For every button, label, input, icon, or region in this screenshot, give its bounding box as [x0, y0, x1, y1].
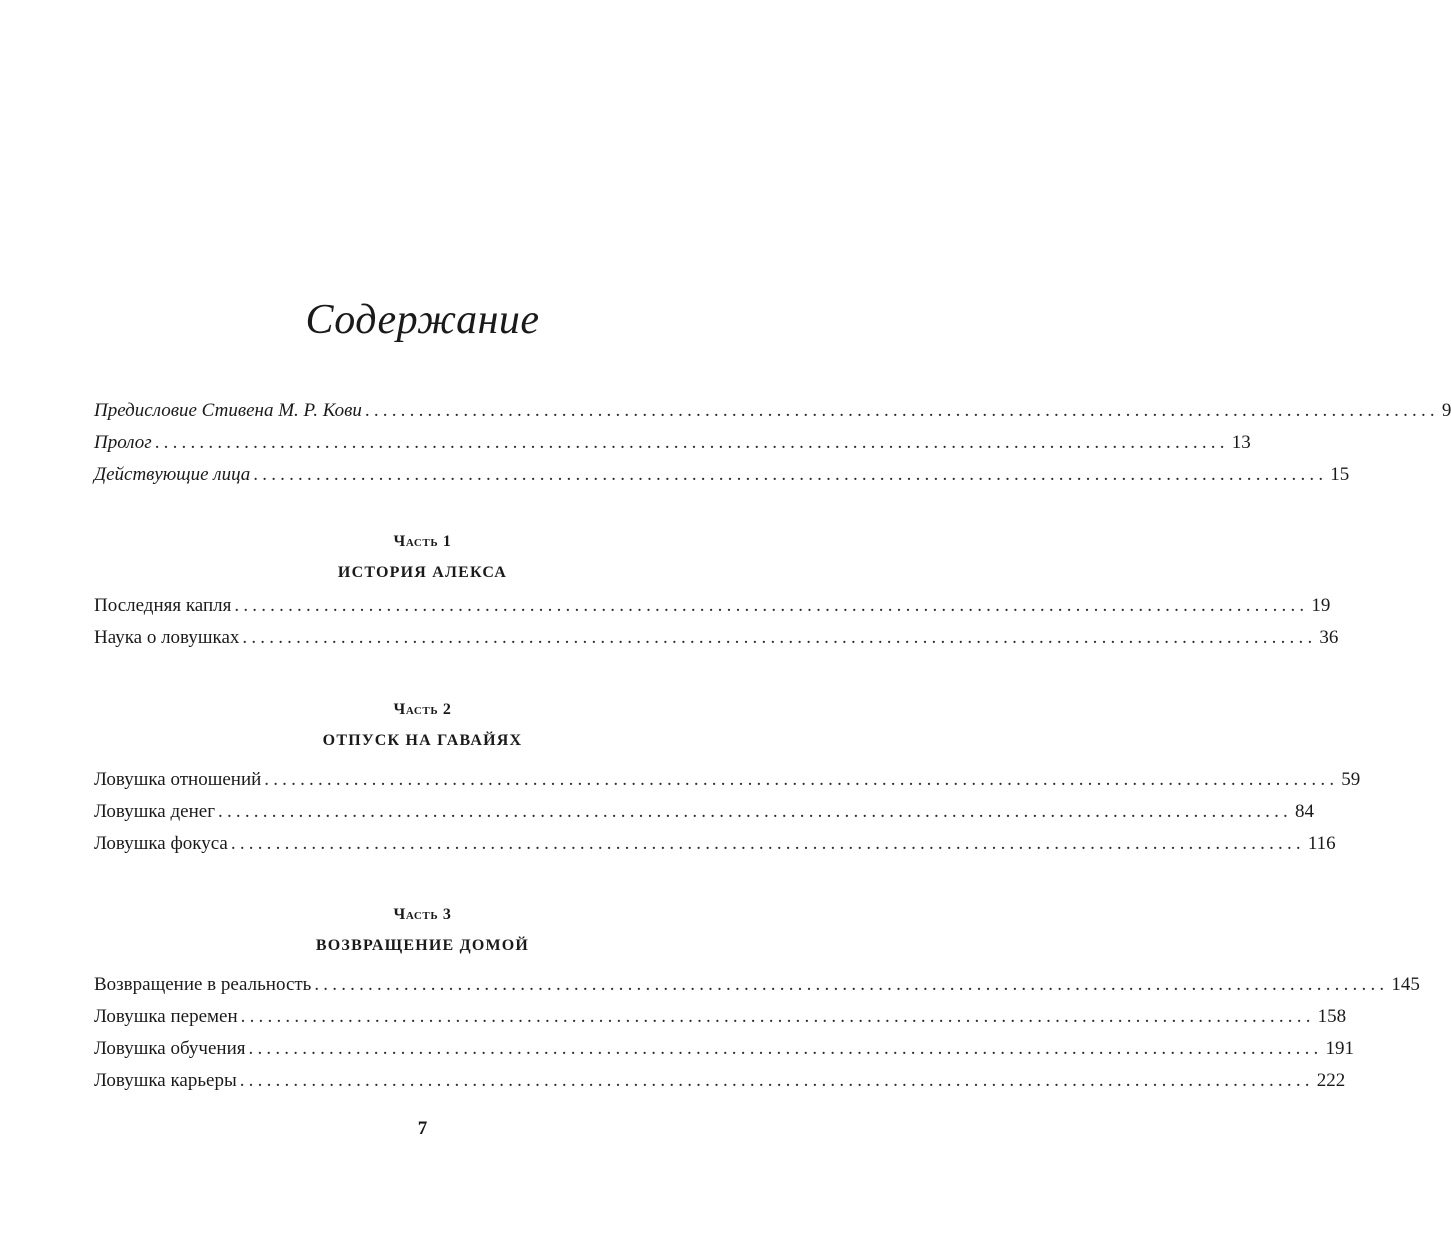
part-2-heading [0, 698, 845, 753]
toc-entry-page: 13 [1231, 432, 1251, 453]
part-label: Часть 1 [393, 533, 452, 550]
toc-entry-page: 116 [1307, 833, 1336, 854]
toc-entry-title: Возвращение в реальность [94, 974, 312, 995]
toc-entry-page: 158 [1317, 1006, 1347, 1027]
toc-entry-characters[interactable] [94, 459, 1350, 491]
toc-entry[interactable] [94, 1033, 1354, 1065]
toc-entry-foreword[interactable] [94, 395, 1451, 427]
toc-entry[interactable] [94, 1065, 1346, 1097]
toc-entry[interactable] [94, 590, 1331, 622]
dot-leader: ........................................................................................................................ [364, 400, 1439, 421]
toc-entry-page: 84 [1295, 801, 1314, 822]
toc-entry-page: 191 [1325, 1038, 1354, 1059]
toc-entry-title: Предисловие Стивена М. Р. Кови [94, 400, 362, 421]
toc-entry-title: Ловушка перемен [94, 1006, 238, 1027]
part-3-chapter-list [94, 969, 1420, 1097]
toc-entry-page: 15 [1330, 464, 1350, 485]
toc-entry-title: Наука о ловушках [94, 627, 240, 648]
toc-entry[interactable] [94, 828, 1336, 860]
dot-leader: ........................................................................................................................ [230, 833, 1305, 854]
dot-leader: ........................................................................................................................ [253, 464, 1328, 485]
dot-leader: ........................................................................................................................ [242, 627, 1317, 648]
page-number: 7 [417, 1118, 428, 1139]
toc-entry-title: Ловушка денег [94, 801, 215, 822]
dot-leader: ........................................................................................................................ [239, 1070, 1314, 1091]
toc-entry-title: Ловушка обучения [94, 1038, 246, 1059]
toc-entry[interactable] [94, 969, 1420, 1001]
part-label: Часть 2 [393, 701, 452, 718]
dot-leader: ........................................................................................................................ [314, 974, 1389, 995]
toc-entry-page: 59 [1341, 769, 1361, 790]
toc-entry-page: 145 [1391, 974, 1420, 995]
toc-entry[interactable] [94, 1001, 1347, 1033]
part-label: Часть 3 [393, 906, 452, 923]
dot-leader: ........................................................................................................................ [248, 1038, 1323, 1059]
toc-entry-title: Действующие лица [94, 464, 251, 485]
toc-entry-title: Ловушка отношений [94, 769, 262, 790]
front-matter-list [94, 395, 1451, 491]
toc-entry-page: 36 [1319, 627, 1339, 648]
part-1-chapter-list [94, 590, 1339, 654]
dot-leader: ........................................................................................................................ [218, 801, 1292, 822]
part-3-heading [0, 903, 845, 958]
toc-entry-page: 222 [1316, 1070, 1346, 1091]
dot-leader: ........................................................................................................................ [154, 432, 1229, 453]
toc-entry-page: 19 [1311, 595, 1331, 616]
part-name: ВОЗВРАЩЕНИЕ ДОМОЙ [315, 937, 530, 954]
part-name: ОТПУСК НА ГАВАЙЯХ [322, 732, 523, 749]
toc-entry-title: Пролог [94, 432, 152, 453]
page-title: Содержание [305, 297, 540, 343]
toc-entry[interactable] [94, 622, 1339, 654]
part-1-heading [0, 530, 845, 585]
toc-entry[interactable] [94, 764, 1361, 796]
dot-leader: ........................................................................................................................ [234, 595, 1309, 616]
toc-entry-title: Последняя капля [94, 595, 232, 616]
dot-leader: ........................................................................................................................ [240, 1006, 1315, 1027]
part-2-chapter-list [94, 764, 1361, 860]
toc-entry-title: Ловушка фокуса [94, 833, 228, 854]
part-name: ИСТОРИЯ АЛЕКСА [337, 564, 508, 581]
toc-entry-prologue[interactable] [94, 427, 1251, 459]
dot-leader: ........................................................................................................................ [264, 769, 1339, 790]
toc-entry-page: 9 [1441, 400, 1451, 421]
toc-entry[interactable] [94, 796, 1314, 828]
toc-entry-title: Ловушка карьеры [94, 1070, 237, 1091]
